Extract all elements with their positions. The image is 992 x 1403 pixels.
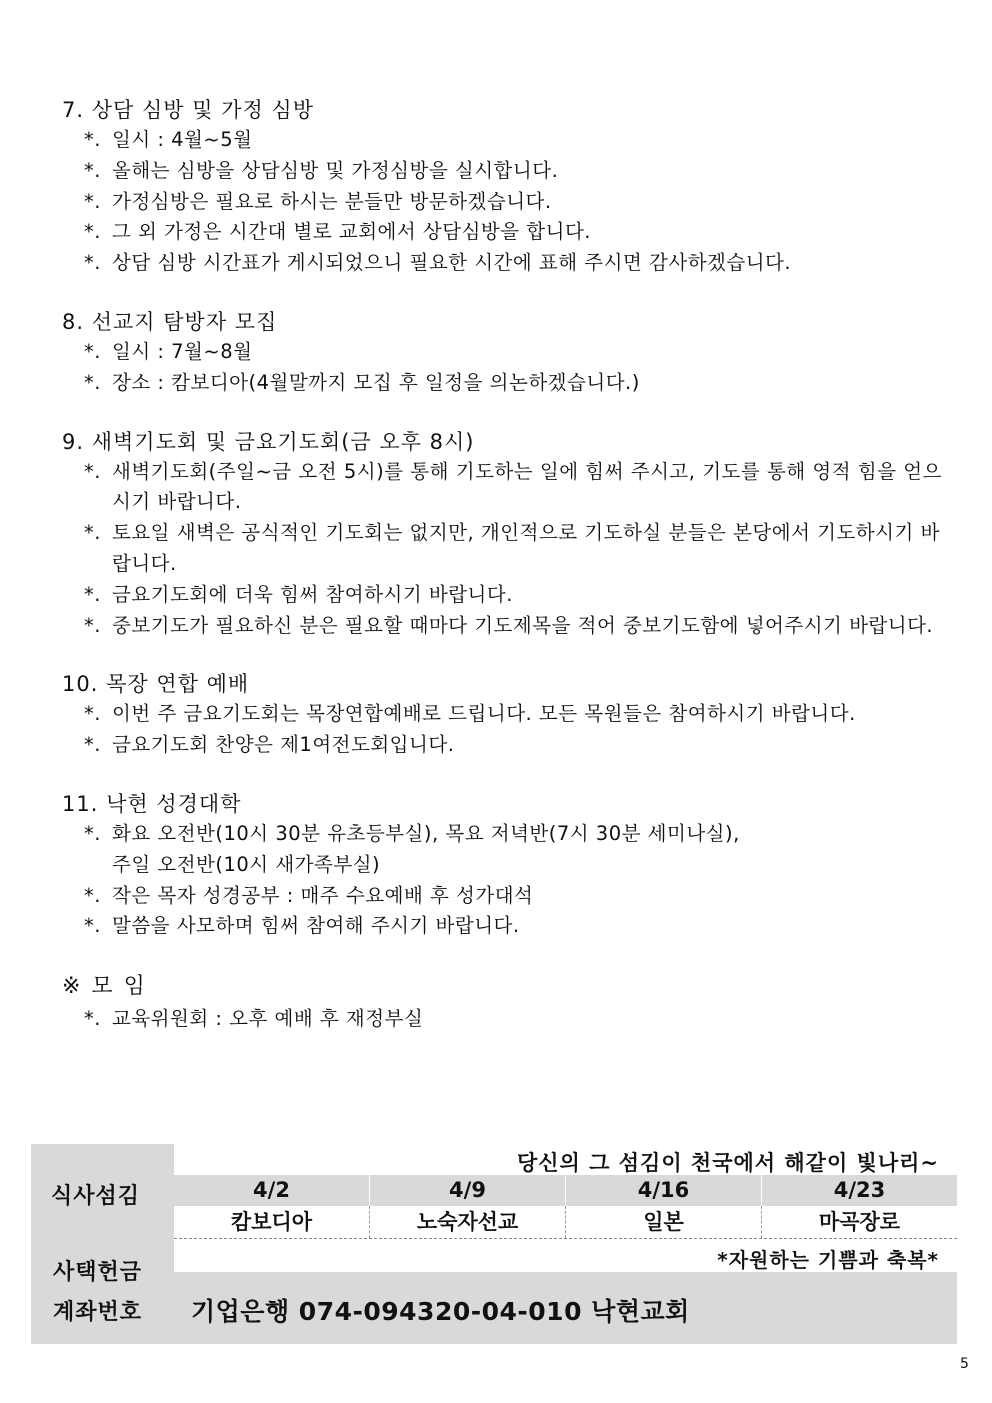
bullet: *. bbox=[84, 521, 101, 545]
schedule-server-row bbox=[174, 1206, 957, 1239]
bullet: *. bbox=[84, 883, 101, 907]
bullet: *. bbox=[84, 733, 101, 757]
server-cell: 캄보디아 bbox=[230, 1210, 313, 1234]
bullet: *. bbox=[84, 1007, 101, 1031]
item-text: 중보기도가 필요하신 분은 필요할 때마다 기도제목을 적어 중보기도함에 넣어주시기 바랍니다. bbox=[112, 613, 934, 637]
item-text: 올해는 심방을 상담심방 및 가정심방을 실시합니다. bbox=[112, 158, 559, 182]
item-text: 그 외 가정은 시간대 별로 교회에서 상담심방을 합니다. bbox=[112, 220, 592, 244]
item-text: 장소 : 캄보디아(4월말까지 모집 후 일정을 의논하겠습니다.) bbox=[112, 370, 640, 394]
item-text: 말씀을 사모하며 힘써 참여해 주시기 바랍니다. bbox=[112, 914, 520, 938]
bullet: *. bbox=[84, 220, 101, 244]
list-item bbox=[62, 125, 942, 156]
list-item bbox=[62, 217, 942, 248]
item-text: 일시 : 7월~8월 bbox=[112, 339, 253, 363]
section-mission-trip bbox=[62, 307, 942, 399]
date-cell: 4/16 bbox=[565, 1175, 761, 1206]
item-text: 화요 오전반(10시 30분 유초등부실), 목요 저녁반(7시 30분 세미나실), bbox=[112, 821, 740, 845]
item-text: 교육위원회 : 오후 예배 후 재정부실 bbox=[112, 1007, 424, 1031]
item-text: 새벽기도회(주일~금 오전 5시)를 통해 기도하는 일에 힘써 주시고, 기도를 통해 영적 힘을 얻으시기 바랍니다. bbox=[112, 459, 942, 514]
bullet: *. bbox=[84, 582, 101, 606]
section-title: 9. 새벽기도회 및 금요기도회(금 오후 8시) bbox=[62, 429, 475, 454]
item-text: 금요기도회 찬양은 제1여전도회입니다. bbox=[112, 733, 455, 757]
list-item bbox=[62, 580, 942, 611]
section-prayer-meetings bbox=[62, 427, 942, 642]
item-text: 일시 : 4월~5월 bbox=[112, 128, 253, 151]
bank-account: 기업은행 074-094320-04-010 낙현교회 bbox=[191, 1297, 690, 1326]
list-item bbox=[62, 819, 942, 881]
list-item bbox=[62, 248, 942, 279]
bullet: *. bbox=[84, 251, 101, 275]
server-cell: 마곡장로 bbox=[761, 1206, 957, 1238]
item-text: 이번 주 금요기도회는 목장연합예배로 드립니다. 모든 목원들은 참여하시기 바랍니다. bbox=[112, 702, 856, 726]
section-title: 8. 선교지 탐방자 모집 bbox=[62, 309, 278, 334]
offering-motto: *자원하는 기쁨과 축복* bbox=[717, 1248, 939, 1272]
meal-service-label: 식사섬김 bbox=[51, 1184, 141, 1209]
announcements bbox=[62, 95, 942, 1063]
item-text: 작은 목자 성경공부 : 매주 수요예배 후 성가대석 bbox=[112, 883, 534, 907]
item-text: 가정심방은 필요로 하시는 분들만 방문하겠습니다. bbox=[112, 189, 552, 213]
list-item bbox=[62, 881, 942, 912]
list-item bbox=[62, 911, 942, 942]
bullet: *. bbox=[84, 189, 101, 213]
section-title: 7. 상담 심방 및 가정 심방 bbox=[62, 98, 314, 122]
section-bible-college bbox=[62, 789, 942, 942]
list-item bbox=[62, 368, 942, 399]
list-item bbox=[62, 730, 942, 761]
item-text: 금요기도회에 더욱 힘써 참여하시기 바랍니다. bbox=[112, 582, 513, 606]
bullet: *. bbox=[84, 459, 101, 483]
account-label: 계좌번호 bbox=[53, 1300, 143, 1325]
list-item bbox=[62, 337, 942, 368]
page-number: 5 bbox=[960, 1356, 969, 1372]
list-item bbox=[62, 1004, 942, 1035]
list-item bbox=[62, 518, 942, 580]
meetings-title: ※ 모 임 bbox=[62, 974, 147, 1000]
list-item bbox=[62, 699, 942, 730]
item-text: 상담 심방 시간표가 게시되었으니 필요한 시간에 표해 주시면 감사하겠습니다. bbox=[112, 251, 792, 275]
item-text-continued: 주일 오전반(10시 새가족부실) bbox=[112, 852, 381, 876]
bullet: *. bbox=[84, 128, 101, 151]
list-item bbox=[62, 187, 942, 218]
bullet: *. bbox=[84, 821, 101, 845]
motto-text: 당신의 그 섬김이 천국에서 해같이 빛나리~ bbox=[516, 1151, 939, 1175]
section-title: 11. 낙현 성경대학 bbox=[62, 791, 242, 816]
service-footer-box bbox=[31, 1144, 957, 1344]
server-cell: 노숙자선교 bbox=[369, 1206, 565, 1238]
date-cell: 4/9 bbox=[369, 1175, 565, 1206]
date-cell: 4/23 bbox=[761, 1175, 957, 1206]
bullet: *. bbox=[84, 702, 101, 726]
bullet: *. bbox=[84, 370, 101, 394]
date-cell: 4/2 bbox=[253, 1178, 290, 1202]
bullet: *. bbox=[84, 914, 101, 938]
bullet: *. bbox=[84, 339, 101, 363]
bullet: *. bbox=[84, 158, 101, 182]
list-item bbox=[62, 611, 942, 642]
list-item bbox=[62, 457, 942, 519]
item-text: 토요일 새벽은 공식적인 기도회는 없지만, 개인적으로 기도하실 분들은 본당에서 기도하시기 바랍니다. bbox=[112, 521, 940, 575]
section-title: 10. 목장 연합 예배 bbox=[62, 672, 250, 697]
schedule-date-row bbox=[174, 1175, 957, 1206]
section-meetings bbox=[62, 970, 942, 1035]
server-cell: 일본 bbox=[565, 1206, 761, 1238]
bullet: *. bbox=[84, 613, 101, 637]
offering-label: 사택헌금 bbox=[53, 1260, 143, 1285]
section-joint-worship bbox=[62, 669, 942, 761]
list-item bbox=[62, 156, 942, 187]
section-home-visitation bbox=[62, 95, 942, 279]
